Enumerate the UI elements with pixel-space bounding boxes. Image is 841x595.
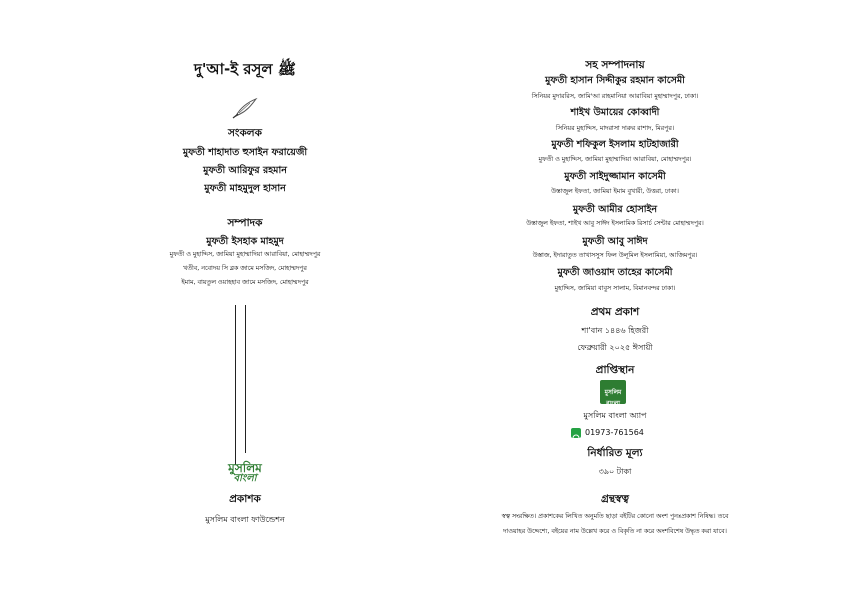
first-edition-hijri: শা'বান ১৪৪৬ হিজরী — [581, 326, 649, 335]
price-heading: নির্ধারিত মূল্য — [587, 447, 643, 459]
whatsapp-icon — [571, 428, 581, 438]
editor-line: খতীব, নবোদয় সি ব্লক জামে মসজিদ, মোহাম্মদপুর — [183, 265, 307, 272]
app-name: মুসলিম বাংলা অ্যাপ — [583, 411, 647, 420]
compiler-name: মুফতী শাহাদাত হুসাইন ফরায়েজী — [182, 147, 308, 158]
copyright-heading: গ্রন্থস্বত্ব — [601, 493, 629, 505]
copyright-text: স্বত্ব সংরক্ষিত। প্রকাশকের লিখিত অনুমতি ছাড়া বইটির কোনো অংশ পুনঃপ্রকাশ নিষিদ্ধ। তবে — [501, 513, 729, 520]
co-editor-name: মুফতী আমীর হোসাইন — [572, 204, 658, 215]
muslim-bangla-app-icon — [600, 380, 626, 407]
co-editor-name: মুফতী সাইদুজ্জামান কাসেমী — [564, 171, 666, 182]
copyright-text: দাওয়াহর উদ্দেশ্যে, বইয়ের নাম উল্লেখ করে ও বিকৃতি না করে অংশবিশেষ উদ্ধৃত করা যাবে। — [503, 528, 727, 535]
compiler-name: মুফতী মাহমুদুল হাসান — [204, 183, 286, 194]
co-editor-desc: উস্তাজুল ইফতা, জামিয়া ইমাম বুখারী, উত্তরা, ঢাকা। — [551, 188, 679, 195]
co-editor-name: মুফতী আবু সাঈদ — [582, 236, 648, 247]
book-title: দু'আ-ই রসূল ﷺ — [194, 60, 296, 78]
phone-number: 01973-761564 — [585, 428, 644, 437]
logo-text-top: মুসলিম — [228, 461, 262, 475]
co-editor-name: মুফতী হাসান সিদ্দীকুর রহমান কাসেমী — [545, 75, 685, 86]
price-value: ৩৯০ টাকা — [598, 467, 632, 476]
divider-line — [245, 305, 246, 453]
first-edition-heading: প্রথম প্রকাশ — [590, 306, 640, 318]
quill-pen-icon — [230, 96, 260, 120]
co-editor-desc: উস্তাজ, ইদারাতুত তাখাসসুস ফিল উলূমিল ইসলামিয়া, আজিমপুর। — [532, 252, 698, 259]
compiler-heading: সংকলক — [228, 127, 262, 139]
divider-line — [235, 305, 236, 465]
co-editor-desc: মুহাদ্দিস, জামিয়া বাবুস সালাম, বিমানবন্দর ঢাকা। — [554, 285, 676, 292]
app-logo-text: মুসলিম বাংলা — [604, 389, 622, 407]
muslim-bangla-logo — [215, 462, 275, 484]
editor-line: মুফতী ও মুহাদ্দিস, জামিয়া মুহাম্মাদিয়া আরাবিয়া, মোহাম্মদপুর — [169, 251, 321, 258]
co-editor-name: মুফতী জাওয়াদ তাহের কাসেমী — [557, 267, 673, 278]
first-edition-gregorian: ফেব্রুয়ারী ২০২৫ ঈসায়ী — [577, 343, 653, 352]
co-editor-name: মুফতী শফিকুল ইসলাম হাটহাজারী — [551, 139, 679, 150]
logo-text-bottom: বাংলা — [233, 473, 257, 484]
editor-heading: সম্পাদক — [227, 217, 263, 229]
publisher-name: মুসলিম বাংলা ফাউন্ডেশন — [205, 515, 285, 524]
co-editor-desc: উস্তাজুল ইফতা, শাইখ আবু সাঈদ ইসলামিক রিসার্চ সেন্টার মোহাম্মদপুর। — [526, 220, 704, 227]
co-editor-desc: মুফতী ও মুহাদ্দিস, জামিয়া মুহাম্মাদিয়া আরাবিয়া, মোহাম্মদপুর। — [538, 156, 692, 163]
co-editor-desc: সিনিয়র মুহাদ্দিস, মাদরাসা দারুর রাশাদ, মিরপুর। — [555, 125, 675, 132]
publisher-heading: প্রকাশক — [229, 493, 261, 505]
availability-heading: প্রাপ্তিস্থান — [595, 364, 635, 376]
editor-name: মুফতী ইসহাক মাহমুদ — [206, 236, 284, 247]
editor-line: ইমাম, বায়তুল ওয়াহহাব জামে মসজিদ, মোহাম্মদপুর — [181, 279, 309, 286]
co-editor-name: শাইখ উমায়ের কোব্বাদী — [570, 107, 660, 118]
compiler-name: মুফতী আরিফুর রহমান — [203, 165, 287, 176]
co-editor-heading: সহ সম্পাদনায় — [585, 59, 645, 71]
co-editor-desc: সিনিয়র মুদাররিস, জামি'আ রাহমানিয়া আরাবিয়া মুহাম্মাদপুর, ঢাকা। — [531, 93, 699, 100]
